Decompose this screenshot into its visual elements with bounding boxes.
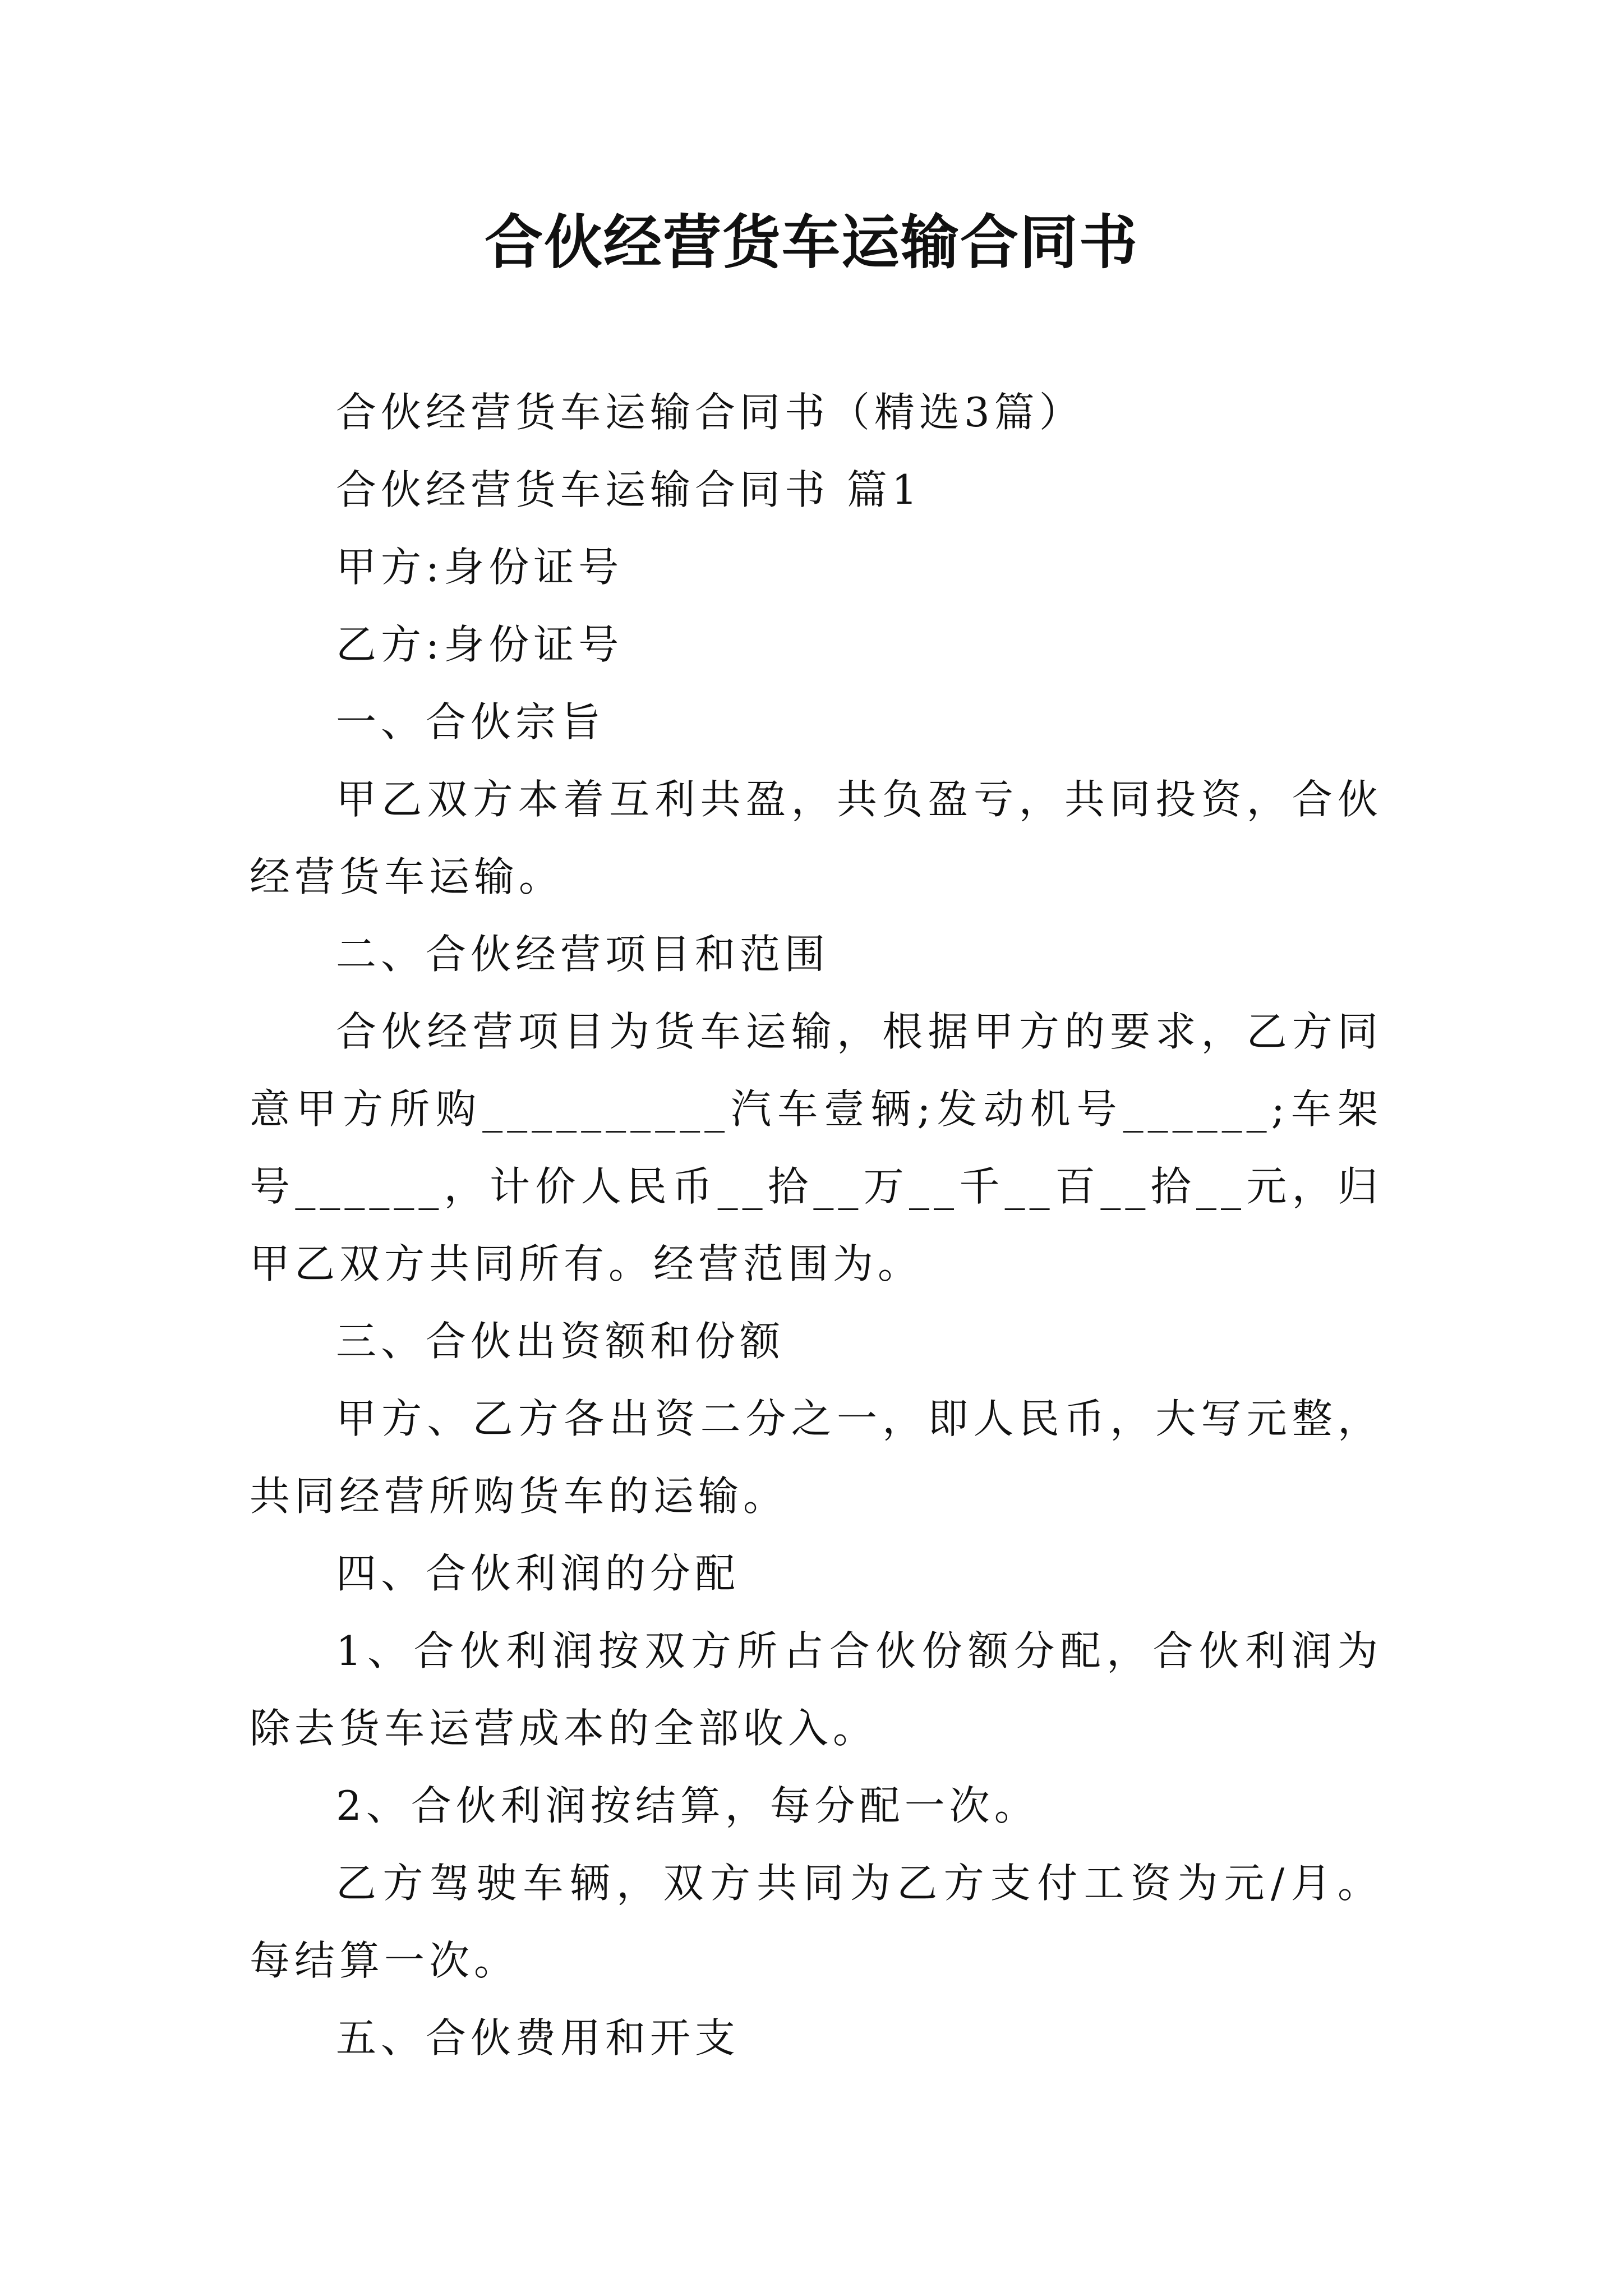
paragraph-purpose: 甲乙双方本着互利共盈，共负盈亏，共同投资，合伙经营货车运输。 bbox=[250, 776, 1382, 900]
paragraph-party-b: 乙方:身份证号 bbox=[336, 621, 624, 668]
paragraph-profit-2: 2、合伙利润按结算，每分配一次。 bbox=[336, 1782, 1039, 1829]
document-body bbox=[250, 374, 1382, 2077]
paragraph-capital: 甲方、乙方各出资二分之一，即人民币，大写元整，共同经营所购货车的运输。 bbox=[250, 1395, 1382, 1520]
paragraph-profit-1: 1、合伙利润按双方所占合伙份额分配，合伙利润为除去货车运营成本的全部收入。 bbox=[250, 1627, 1382, 1752]
section-heading-profit: 四、合伙利润的分配 bbox=[336, 1550, 740, 1597]
paragraph-scope: 合伙经营项目为货车运输，根据甲方的要求，乙方同意甲方所购__________汽车壹辆;发动机号______;车架号______，计价人民币__拾__万__千__百__拾__元，归甲乙双方共同所有。经营范围为。 bbox=[250, 1008, 1382, 1287]
section-heading-expenses: 五、合伙费用和开支 bbox=[336, 2014, 740, 2062]
paragraph-party-a: 甲方:身份证号 bbox=[336, 544, 624, 591]
paragraph-driver-wage: 乙方驾驶车辆，双方共同为乙方支付工资为元/月。每结算一次。 bbox=[250, 1860, 1382, 1984]
paragraph-collection-heading: 合伙经营货车运输合同书（精选3篇） bbox=[336, 389, 1084, 436]
section-heading-scope: 二、合伙经营项目和范围 bbox=[336, 931, 830, 978]
document-title: 合伙经营货车运输合同书 bbox=[484, 208, 1138, 277]
paragraph-part-heading: 合伙经营货车运输合同书 篇1 bbox=[336, 466, 922, 513]
section-heading-capital: 三、合伙出资额和份额 bbox=[336, 1318, 785, 1365]
section-heading-purpose: 一、合伙宗旨 bbox=[336, 698, 606, 746]
